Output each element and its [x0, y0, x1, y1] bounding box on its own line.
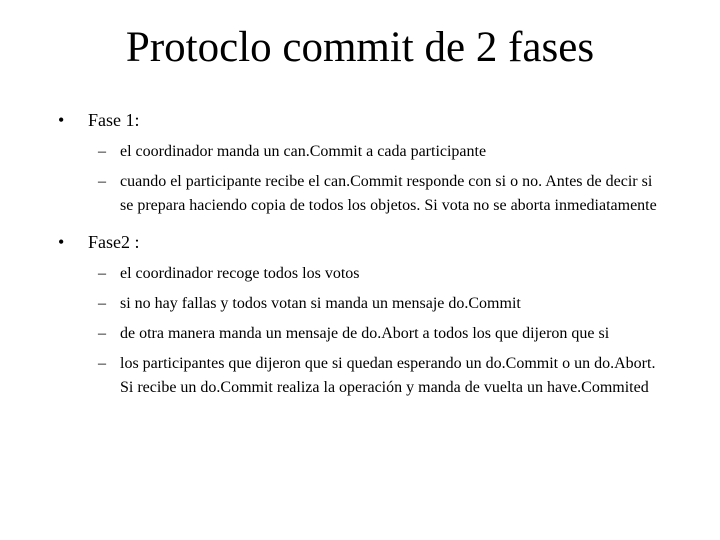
section-heading: Fase2 : — [88, 232, 140, 252]
sub-list-fase-1 — [58, 140, 668, 218]
list-item-text: si no hay fallas y todos votan si manda un mensaje do.Commit — [120, 295, 521, 312]
bullet-marker: • — [58, 110, 65, 130]
sub-bullet-marker: – — [98, 325, 106, 342]
sub-bullet-marker: – — [98, 143, 106, 160]
list-item — [58, 322, 668, 346]
list-item — [58, 292, 668, 316]
slide-title: Protoclo commit de 2 fases — [125, 24, 595, 71]
list-item-text: de otra manera manda un mensaje de do.Abort a todos los que dijeron que si — [120, 325, 610, 342]
sub-bullet-marker: – — [98, 173, 106, 190]
list-item-text: el coordinador recoge todos los votos — [120, 265, 360, 282]
list-item — [58, 352, 668, 400]
list-item-text: el coordinador manda un can.Commit a cada participante — [120, 143, 487, 160]
section-heading: Fase 1: — [88, 110, 140, 130]
sub-bullet-marker: – — [98, 265, 106, 282]
sub-list-fase-2 — [58, 262, 668, 400]
bullet-marker: • — [58, 232, 65, 252]
sub-bullet-marker: – — [98, 355, 106, 372]
section-fase-2 — [58, 230, 668, 254]
list-item-text: cuando el participante recibe el can.Commit responde con si o no. Antes de decir si se prepara haciendo copia de todos los objetos. Si vota no se aborta inmediatamente — [120, 173, 657, 214]
list-item — [58, 170, 668, 218]
list-item — [58, 262, 668, 286]
list-item-text: los participantes que dijeron que si quedan esperando un do.Commit o un do.Abort. Si recibe un do.Commit realiza la operación y manda de vuelta un have.Commited — [120, 355, 656, 396]
sub-bullet-marker: – — [98, 295, 106, 312]
section-fase-1 — [58, 108, 668, 132]
slide-content — [58, 108, 668, 412]
list-item — [58, 140, 668, 164]
